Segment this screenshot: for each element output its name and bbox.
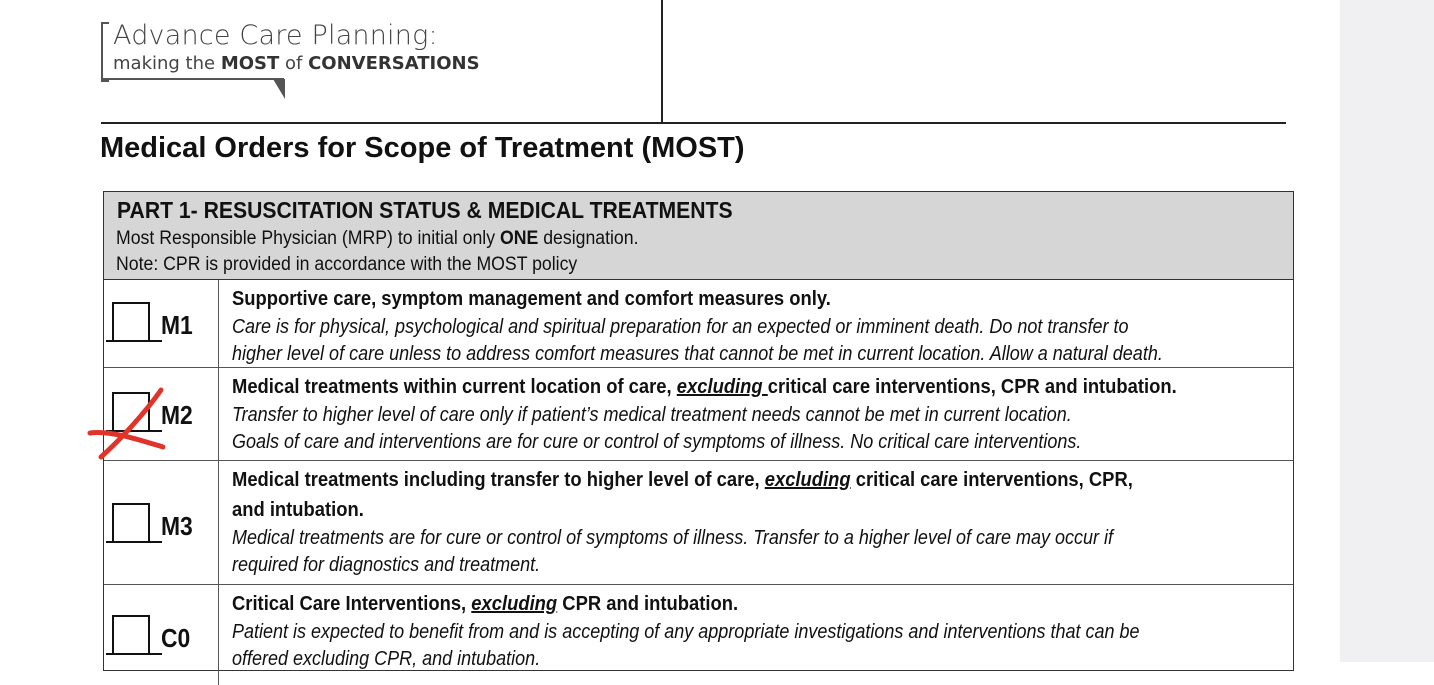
- logo-pointer-icon: [273, 79, 285, 99]
- code-label-m3: M3: [161, 511, 193, 541]
- red-x-mark-icon: [85, 385, 175, 465]
- part1-instruction: [116, 228, 639, 250]
- desc-m3-heading-prefix: Medical treatments including transfer to higher level of care,: [232, 469, 765, 491]
- desc-m3-heading-suffix: critical care interventions, CPR,: [850, 469, 1133, 491]
- desc-c0-heading-suffix: CPR and intubation.: [557, 593, 739, 615]
- checkbox-m3[interactable]: [112, 503, 150, 541]
- desc-m3-line2: required for diagnostics and treatment.: [232, 554, 541, 576]
- header-divider-vertical: [661, 0, 663, 124]
- logo-subtitle-conversations: CONVERSATIONS: [308, 53, 480, 74]
- desc-m1: [232, 284, 1292, 368]
- code-cell-c0: [104, 585, 219, 685]
- logo-underline: [101, 78, 284, 80]
- desc-m3-line1: Medical treatments are for cure or control of symptoms of illness. Transfer to a higher level of care may occur if: [232, 527, 1114, 549]
- designation-row-m3: [104, 461, 1293, 585]
- desc-m3-heading: [232, 465, 1207, 495]
- desc-m2-line2: Goals of care and interventions are for cure or control of symptoms of illness. No critical care interventions.: [232, 431, 1082, 453]
- part1-note: Note: CPR is provided in accordance with the MOST policy: [116, 254, 578, 275]
- part1-instruction-prefix: Most Responsible Physician (MRP) to initial only: [116, 228, 500, 249]
- desc-c0-line1: Patient is expected to benefit from and is accepting of any appropriate investigations and interventions that can be: [232, 621, 1140, 643]
- code-label-m1: M1: [161, 310, 193, 340]
- checkbox-c0-underline: [106, 653, 162, 655]
- logo-title: Advance Care Planning:: [113, 20, 438, 51]
- desc-m3-heading-cont: and intubation.: [232, 499, 364, 521]
- header-divider-horizontal: [101, 122, 1286, 124]
- logo-subtitle-most: MOST: [220, 53, 280, 74]
- checkbox-c0[interactable]: [112, 615, 150, 653]
- desc-m1-line2: higher level of care unless to address comfort measures that cannot be met in current location. Allow a natural death.: [232, 343, 1163, 365]
- code-label-c0: C0: [161, 623, 191, 653]
- desc-m1-line1: Care is for physical, psychological and spiritual preparation for an expected or imminent death. Do not transfer to: [232, 316, 1129, 338]
- desc-m2-line1: Transfer to higher level of care only if patient’s medical treatment needs cannot be met in current location.: [232, 404, 1072, 426]
- part1-title: PART 1- RESUSCITATION STATUS & MEDICAL TREATMENTS: [117, 197, 733, 223]
- logo-subtitle-prefix: making the: [113, 53, 221, 74]
- desc-c0-heading: [232, 589, 1207, 619]
- logo-subtitle: [113, 53, 480, 74]
- desc-m1-heading: Supportive care, symptom management and comfort measures only.: [232, 288, 831, 310]
- viewer-side-gutter: [1340, 0, 1434, 662]
- desc-c0-line2: offered excluding CPR, and intubation.: [232, 648, 541, 670]
- logo-bracket: [101, 22, 109, 82]
- desc-c0-heading-excluding: excluding: [471, 593, 558, 615]
- desc-m3-heading-excluding: excluding: [764, 469, 851, 491]
- code-cell-m3: [104, 461, 219, 584]
- code-cell-m1: [104, 280, 219, 367]
- part1-instruction-suffix: designation.: [538, 228, 639, 249]
- desc-c0: [232, 589, 1292, 673]
- document-title: Medical Orders for Scope of Treatment (MOST): [100, 132, 745, 164]
- desc-c0-heading-prefix: Critical Care Interventions,: [232, 593, 472, 615]
- part1-instruction-one: ONE: [499, 228, 539, 249]
- designation-row-c0: [104, 585, 1293, 685]
- desc-m2-heading-prefix: Medical treatments within current location of care,: [232, 376, 677, 398]
- desc-m2: [232, 372, 1292, 456]
- checkbox-m1-underline: [106, 340, 162, 342]
- desc-m2-heading-excluding: excluding: [676, 376, 768, 398]
- logo-subtitle-of: of: [279, 53, 309, 74]
- checkbox-m1[interactable]: [112, 302, 150, 340]
- acp-logo: [101, 20, 521, 100]
- desc-m2-heading: [232, 372, 1207, 402]
- part1-table: [103, 191, 1294, 671]
- designation-row-m2: [104, 368, 1293, 461]
- designation-row-m1: [104, 280, 1293, 368]
- part1-header: [104, 192, 1293, 280]
- code-label-m2: M2: [161, 400, 193, 430]
- checkbox-m3-underline: [106, 541, 162, 543]
- desc-m2-heading-suffix: critical care interventions, CPR and intubation.: [767, 376, 1177, 398]
- desc-m3: [232, 465, 1292, 579]
